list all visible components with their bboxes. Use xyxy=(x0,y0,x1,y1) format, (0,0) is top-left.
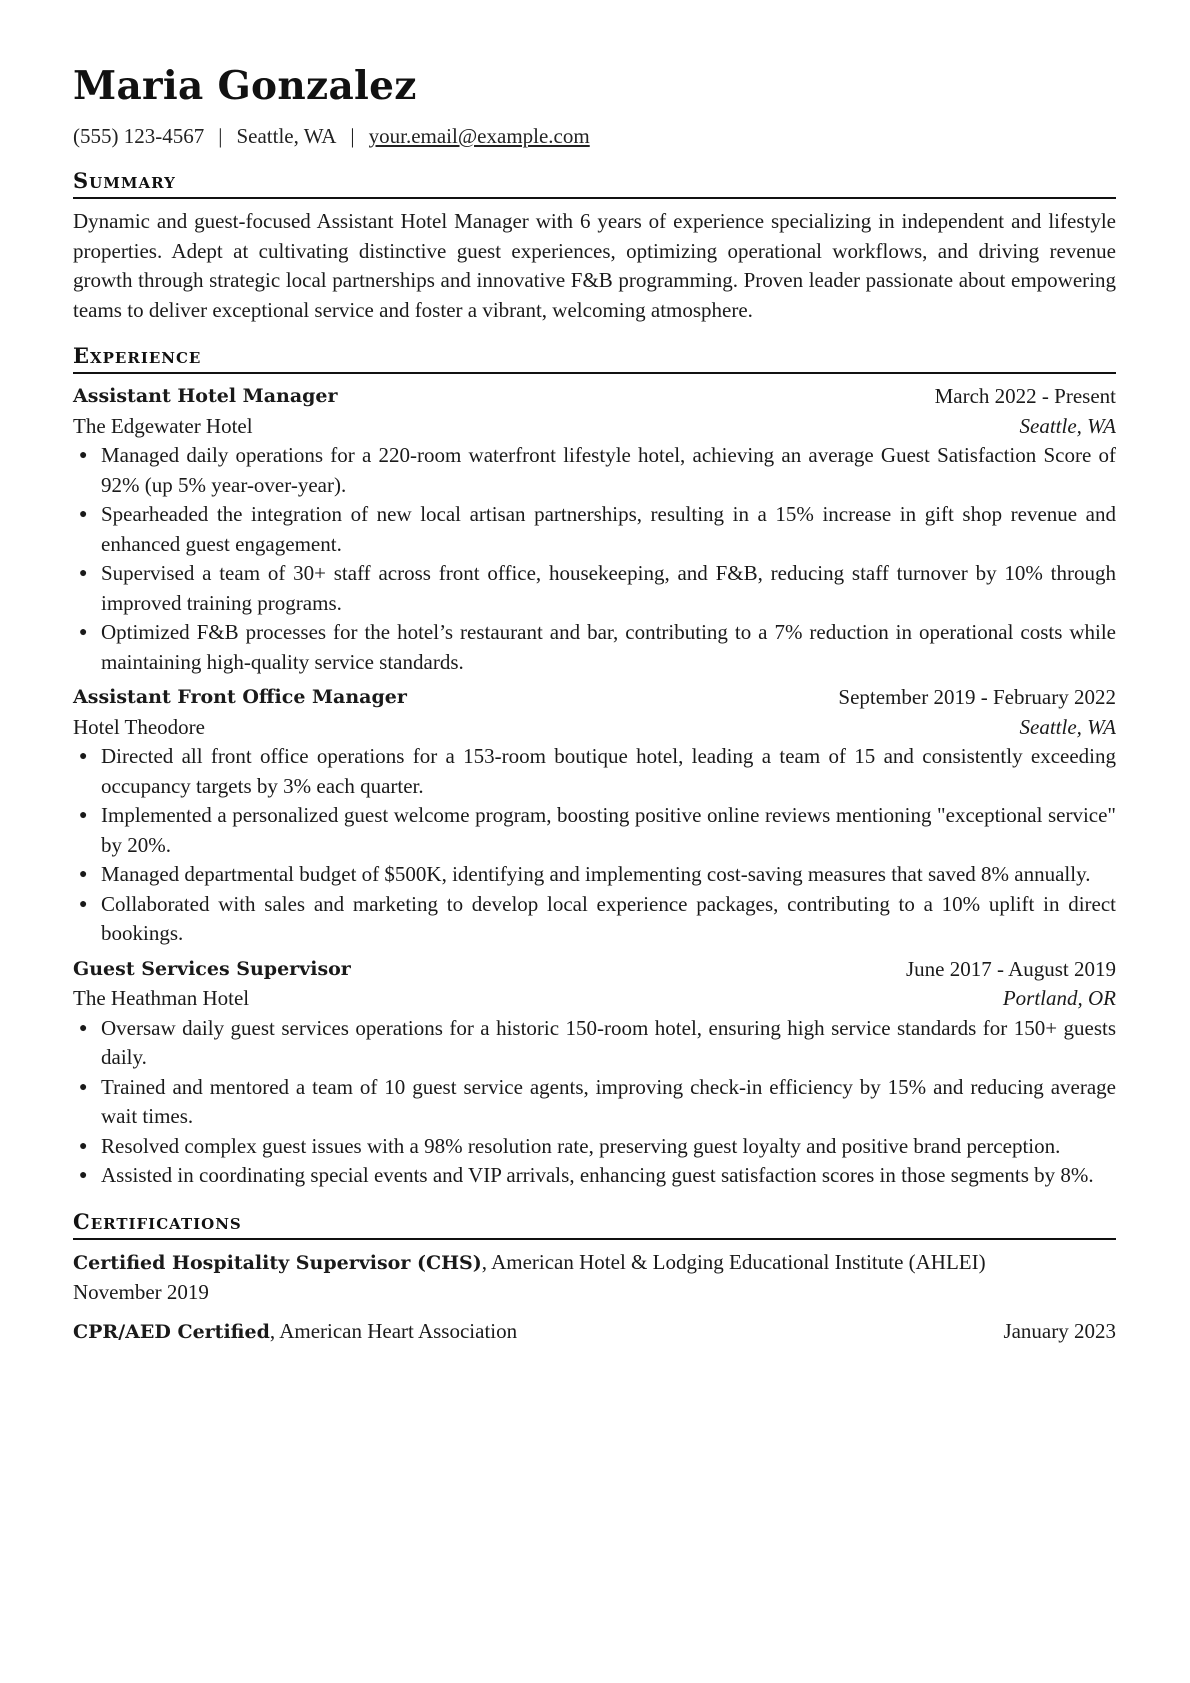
bullet-icon: ● xyxy=(79,808,88,823)
contact-line xyxy=(73,122,1116,150)
summary-text: Dynamic and guest-focused Assistant Hotel Manager with 6 years of experience specializing in independent and lifestyle properties. Adept at cultivating distinctive guest experiences, optimizing operational workflows, and driving revenue growth through strategic local partnerships and innovative F&B programming. Proven leader passionate about empowering teams to deliver exceptional service and foster a vibrant, welcoming atmosphere. xyxy=(73,209,1116,322)
job-bullets xyxy=(73,1014,1116,1191)
section-title-summary: Summary xyxy=(73,166,1116,199)
job-title: Assistant Hotel Manager xyxy=(73,385,338,407)
certification-date: November 2019 xyxy=(73,1280,209,1304)
job-company-row xyxy=(73,412,1116,442)
bullet-item xyxy=(79,1132,1116,1162)
bullet-text: Assisted in coordinating special events and VIP arrivals, enhancing guest satisfaction scores in those segments by 8%. xyxy=(101,1163,1094,1187)
bullet-icon: ● xyxy=(79,1138,88,1154)
bullet-icon: ● xyxy=(79,507,88,522)
bullet-text: Directed all front office operations for a 153-room boutique hotel, leading a team of 15 and consistently exceeding occupancy targets by 3% each quarter. xyxy=(101,744,1116,798)
job-company: The Edgewater Hotel xyxy=(73,413,253,438)
job-dates: March 2022 - Present xyxy=(934,384,1116,408)
email-link[interactable]: your.email@example.com xyxy=(368,124,590,148)
certification-entry xyxy=(73,1248,1116,1308)
job-bullets xyxy=(73,441,1116,677)
certification-date: January 2023 xyxy=(1003,1318,1116,1343)
phone-number: (555) 123-4567 xyxy=(73,124,205,148)
bullet-item xyxy=(79,742,1116,801)
bullet-item xyxy=(79,618,1116,677)
contact-separator: | xyxy=(350,124,355,148)
bullet-icon: ● xyxy=(79,896,88,912)
bullet-item xyxy=(79,1073,1116,1132)
bullet-item xyxy=(79,890,1116,949)
job-bullets xyxy=(73,742,1116,949)
certification-name: CPR/AED Certified xyxy=(73,1320,270,1343)
bullet-item xyxy=(79,801,1116,860)
job-entry xyxy=(73,955,1116,1191)
certification-entry xyxy=(73,1317,1116,1348)
job-header-row xyxy=(73,683,1116,713)
bullet-item xyxy=(79,860,1116,890)
certifications-section xyxy=(73,1207,1116,1348)
contact-separator: | xyxy=(218,124,223,148)
bullet-item xyxy=(79,1014,1116,1073)
bullet-text: Resolved complex guest issues with a 98% resolution rate, preserving guest loyalty and positive brand perception. xyxy=(101,1133,1061,1158)
section-title-experience: Experience xyxy=(73,341,1116,374)
job-company-row xyxy=(73,713,1116,743)
job-location: Portland, OR xyxy=(1002,986,1116,1010)
job-dates: June 2017 - August 2019 xyxy=(906,956,1116,981)
section-title-certifications: Certifications xyxy=(73,1207,1116,1240)
job-header-row xyxy=(73,382,1116,412)
job-location: Seattle, WA xyxy=(1019,413,1116,438)
bullet-item xyxy=(79,441,1116,500)
bullet-icon: ● xyxy=(79,448,88,463)
bullet-icon: ● xyxy=(79,749,88,764)
bullet-text: Managed daily operations for a 220-room waterfront lifestyle hotel, achieving an average Guest Satisfaction Score of 92% (up 5% year-over-year). xyxy=(101,443,1116,497)
job-entry xyxy=(73,382,1116,677)
bullet-text: Spearheaded the integration of new local artisan partnerships, resulting in a 15% increase in gift shop revenue and enhanced guest engagement. xyxy=(101,502,1116,556)
experience-section xyxy=(73,341,1116,1191)
certification-line xyxy=(73,1317,517,1348)
bullet-icon: ● xyxy=(79,1168,88,1183)
bullet-icon: ● xyxy=(79,867,88,882)
bullet-text: Oversaw daily guest services operations for a historic 150-room hotel, ensuring high service standards for 150+ guests daily. xyxy=(101,1015,1116,1069)
job-dates: September 2019 - February 2022 xyxy=(838,685,1116,709)
bullet-icon: ● xyxy=(79,1020,88,1036)
bullet-text: Supervised a team of 30+ staff across front office, housekeeping, and F&B, reducing staff turnover by 10% through improved training programs. xyxy=(101,561,1116,615)
job-company-row xyxy=(73,984,1116,1014)
bullet-icon: ● xyxy=(79,1079,88,1095)
job-company: The Heathman Hotel xyxy=(73,986,250,1010)
bullet-text: Managed departmental budget of $500K, identifying and implementing cost-saving measures that saved 8% annually. xyxy=(101,862,1091,886)
bullet-text: Trained and mentored a team of 10 guest service agents, improving check-in efficiency by 15% and reducing average wait times. xyxy=(101,1074,1116,1128)
location: Seattle, WA xyxy=(236,124,337,148)
certification-issuer: , American Heart Association xyxy=(269,1318,518,1343)
bullet-item xyxy=(79,559,1116,618)
bullet-item xyxy=(79,500,1116,559)
candidate-name: Maria Gonzalez xyxy=(73,63,417,109)
bullet-text: Optimized F&B processes for the hotel’s restaurant and bar, contributing to a 7% reduction in operational costs while maintaining high-quality service standards. xyxy=(101,620,1116,674)
certification-name: Certified Hospitality Supervisor (CHS) xyxy=(73,1251,482,1274)
job-title: Guest Services Supervisor xyxy=(73,957,351,980)
bullet-item xyxy=(79,1161,1116,1191)
certification-line xyxy=(73,1248,1116,1279)
job-company: Hotel Theodore xyxy=(73,714,205,739)
certification-issuer: , American Hotel & Lodging Educational Institute (AHLEI) xyxy=(481,1249,986,1274)
job-location: Seattle, WA xyxy=(1019,714,1116,739)
bullet-icon: ● xyxy=(79,625,88,640)
bullet-text: Collaborated with sales and marketing to develop local experience packages, contributing to a 10% uplift in direct bookings. xyxy=(101,891,1116,945)
job-title: Assistant Front Office Manager xyxy=(73,686,407,708)
summary-section xyxy=(73,166,1116,325)
bullet-icon: ● xyxy=(79,566,88,581)
bullet-text: Implemented a personalized guest welcome program, boosting positive online reviews mentioning "exceptional service" by 20%. xyxy=(101,803,1116,857)
job-header-row xyxy=(73,955,1116,985)
job-entry xyxy=(73,683,1116,949)
